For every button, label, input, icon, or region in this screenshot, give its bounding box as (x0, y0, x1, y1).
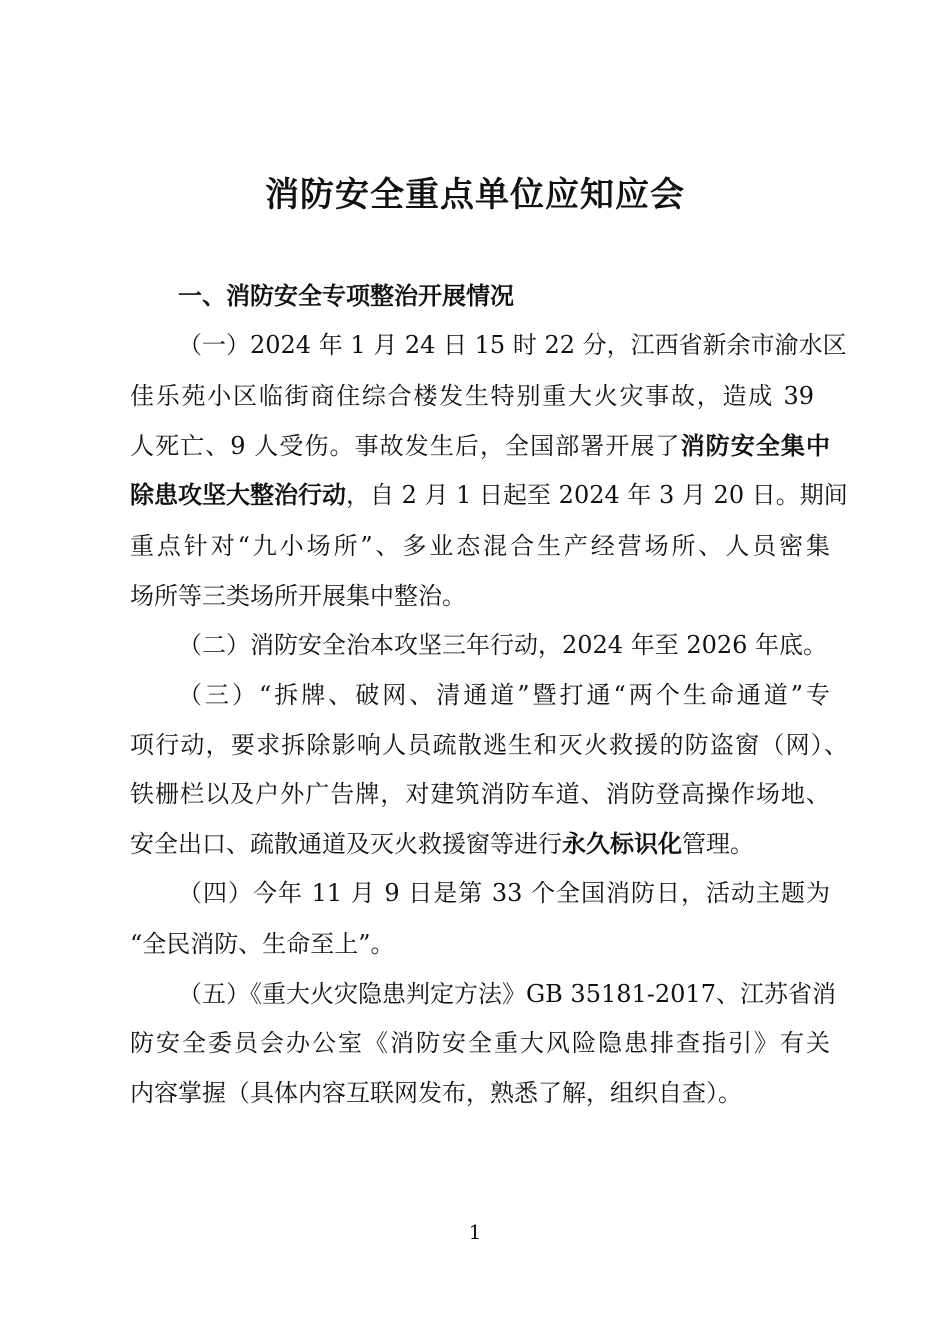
paragraph-2-line-1: （二）消防安全治本攻坚三年行动，2024 年至 2026 年底。 (178, 631, 828, 659)
paragraph-1-bold-text-2: 除患攻坚大整治行动 (130, 481, 346, 509)
document-title: 消防安全重点单位应知应会 (265, 175, 685, 215)
paragraph-5-line-1: （五）《重大火灾隐患判定方法》GB 35181-2017、江苏省消 (178, 980, 836, 1008)
paragraph-3-line-2: 项行动，要求拆除影响人员疏散逃生和灭火救援的防盗窗（网）、 (130, 731, 848, 759)
page-number: 1 (468, 1220, 482, 1244)
section-heading: 一、消防安全专项整治开展情况 (178, 282, 514, 310)
paragraph-1-line-5: 重点针对“九小场所”、多业态混合生产经营场所、人员密集 (130, 532, 830, 560)
paragraph-3-line-1: （三）“拆牌、破网、清通道”暨打通“两个生命通道”专 (178, 681, 830, 709)
paragraph-3-line-4 (130, 827, 830, 861)
paragraph-3-line-3: 铁栅栏以及户外广告牌，对建筑消防车道、消防登高操作场地、 (130, 780, 830, 808)
paragraph-1-line-4-text: ，自 2 月 1 日起至 2024 年 3 月 20 日。期间 (346, 481, 848, 509)
paragraph-1-line-6: 场所等三类场所开展集中整治。 (130, 582, 466, 610)
paragraph-5-line-2: 防安全委员会办公室《消防安全重大风险隐患排查指引》有关 (130, 1029, 830, 1057)
paragraph-1-line-1: （一）2024 年 1 月 24 日 15 时 22 分，江西省新余市渝水区 (178, 331, 847, 359)
paragraph-3-line-4-text: 安全出口、疏散通道及灭火救援窗等进行 (130, 830, 562, 858)
paragraph-3-line-4-end: 管理。 (682, 830, 754, 858)
paragraph-3-bold-text: 永久标识化 (562, 830, 682, 858)
paragraph-4-line-1: （四）今年 11 月 9 日是第 33 个全国消防日，活动主题为 (178, 879, 830, 907)
paragraph-1-line-2: 佳乐苑小区临街商住综合楼发生特别重大火灾事故，造成 39 (130, 382, 814, 410)
paragraph-4-line-2: “全民消防、生命至上”。 (130, 930, 395, 958)
paragraph-1-line-3 (130, 429, 830, 463)
paragraph-5-line-3: 内容掌握（具体内容互联网发布，熟悉了解，组织自查）。 (130, 1079, 742, 1107)
paragraph-1-line-3-text: 人死亡、9 人受伤。事故发生后，全国部署开展了 (130, 432, 681, 460)
paragraph-1-bold-text-1: 消防安全集中 (680, 432, 830, 460)
paragraph-1-line-4 (130, 478, 848, 512)
